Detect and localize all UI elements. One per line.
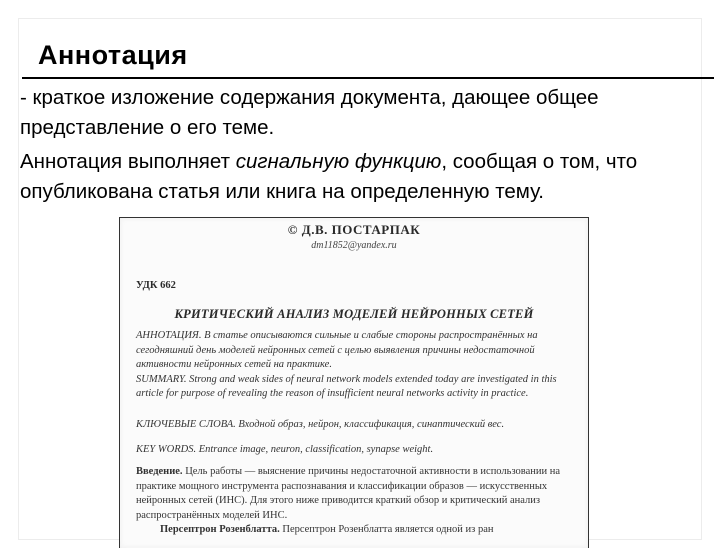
abstract-ru: АННОТАЦИЯ. В статье описываются сильные и слабые стороны распространённых на сегодняшний день моделей нейронных сетей с целью выявления причины недостаточной активности нейронных сетей на практике. — [136, 330, 538, 370]
article-email: dm11852@yandex.ru — [311, 240, 397, 251]
article-intro — [136, 465, 574, 523]
summary-en: SUMMARY. Strong and weak sides of neural network models extended today are investigated in this article for purpose of revealing the reason of insufficient neural networks activity in practice. — [136, 373, 557, 399]
perceptron-label: Персептрон Розенблатта. — [160, 524, 280, 535]
article-udk: УДК 662 — [136, 280, 176, 291]
function-paragraph — [20, 147, 710, 207]
slide-title: Аннотация — [38, 40, 188, 70]
article-perceptron — [136, 523, 574, 538]
article-author: © Д.В. ПОСТАРПАК — [287, 222, 421, 237]
function-text-after: , сообщая о том, что опубликована статья или книга на определенную тему. — [20, 150, 638, 203]
intro-text: Цель работы — выяснение причины недостаточной активности в использовании на практике мощного инструмента распознавания и классификации образов — искусственных нейронных сетей (ИНС). Для этого ниже приводится краткий обзор и критический анализ распространённых моделей ИНС. — [136, 466, 561, 521]
keywords-en: KEY WORDS. Entrance image, neuron, classification, synapse weight. — [136, 444, 434, 455]
keywords-ru: КЛЮЧЕВЫЕ СЛОВА. Входной образ, нейрон, классификация, синаптический вес. — [136, 419, 505, 430]
article-abstract — [136, 329, 574, 402]
slide-body — [20, 83, 710, 207]
article-title: КРИТИЧЕСКИЙ АНАЛИЗ МОДЕЛЕЙ НЕЙРОННЫХ СЕТЕЙ — [174, 307, 534, 321]
title-divider — [22, 77, 714, 79]
perceptron-text: Персептрон Розенблатта является одной из ран — [279, 524, 494, 535]
definition-paragraph: - краткое изложение содержания документа, дающее общее представление о его теме. — [20, 86, 599, 139]
scanned-article-image — [119, 217, 589, 548]
intro-label: Введение. — [136, 466, 183, 477]
function-emphasis: сигнальную функцию — [235, 150, 442, 173]
function-text-before: Аннотация выполняет — [20, 150, 236, 173]
